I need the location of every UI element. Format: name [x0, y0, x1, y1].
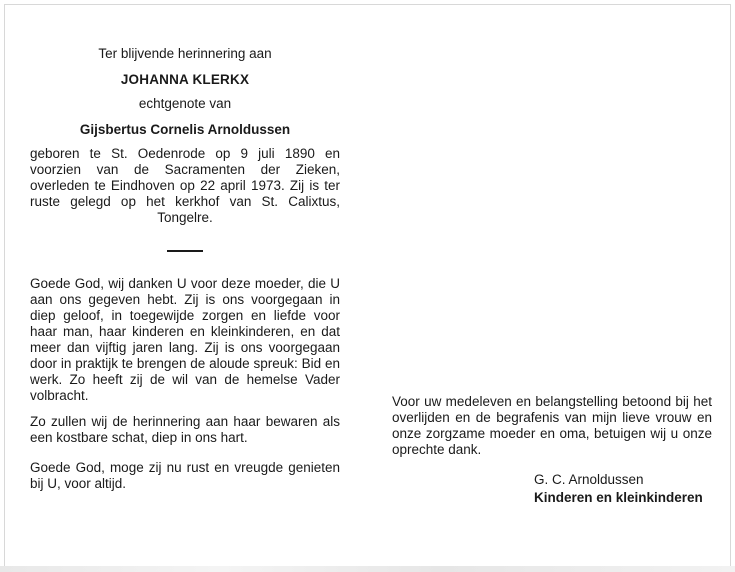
spouse-name: Gijsbertus Cornelis Arnoldussen: [79, 122, 291, 137]
biography-text: geboren te St. Oedenrode op 9 juli 1890 en voorzien van de Sacramenten der Zieken, overleden te Eindhoven op 22 april 1973. Zij is ter ruste gelegd op het kerkhof van St. Calixtus, Tongelre.: [30, 146, 340, 225]
prayer-paragraph-2: Zo zullen wij de herinnering aan haar bewaren als een kostbare schat, diep in ons hart.: [30, 414, 340, 445]
relation-text: echtgenote van: [138, 96, 232, 111]
thanks-text: Voor uw medeleven en belangstelling betoond bij het overlijden en de begrafenis van mijn lieve vrouw en onze zorgzame moeder en oma, betuigen wij u onze oprechte dank.: [392, 394, 712, 457]
section-divider: [167, 250, 203, 252]
deceased-name: JOHANNA KLERKX: [120, 72, 250, 87]
memorial-heading: Ter blijvende herinnering aan: [98, 46, 272, 61]
signature-family: Kinderen en kleinkinderen: [534, 490, 703, 505]
prayer-paragraph-1: Goede God, wij danken U voor deze moeder, die U aan ons gegeven hebt. Zij is ons voorgegaan in diep geloof, in toegewijde zorgen en liefde voor haar man, haar kinderen en kleinkinderen, en dat meer dan vijftig jaren lang. Zij is ons voorgegaan door in praktijk te brengen de aloude spreuk: Bid en werk. Zo heeft zij de wil van de hemelse Vader volbracht.: [30, 276, 340, 403]
right-column: [392, 394, 712, 506]
scan-edge: [0, 566, 735, 572]
left-column: [30, 46, 340, 502]
signature-name: G. C. Arnoldussen: [534, 472, 644, 487]
prayer-paragraph-3: Goede God, moge zij nu rust en vreugde genieten bij U, voor altijd.: [30, 460, 340, 491]
